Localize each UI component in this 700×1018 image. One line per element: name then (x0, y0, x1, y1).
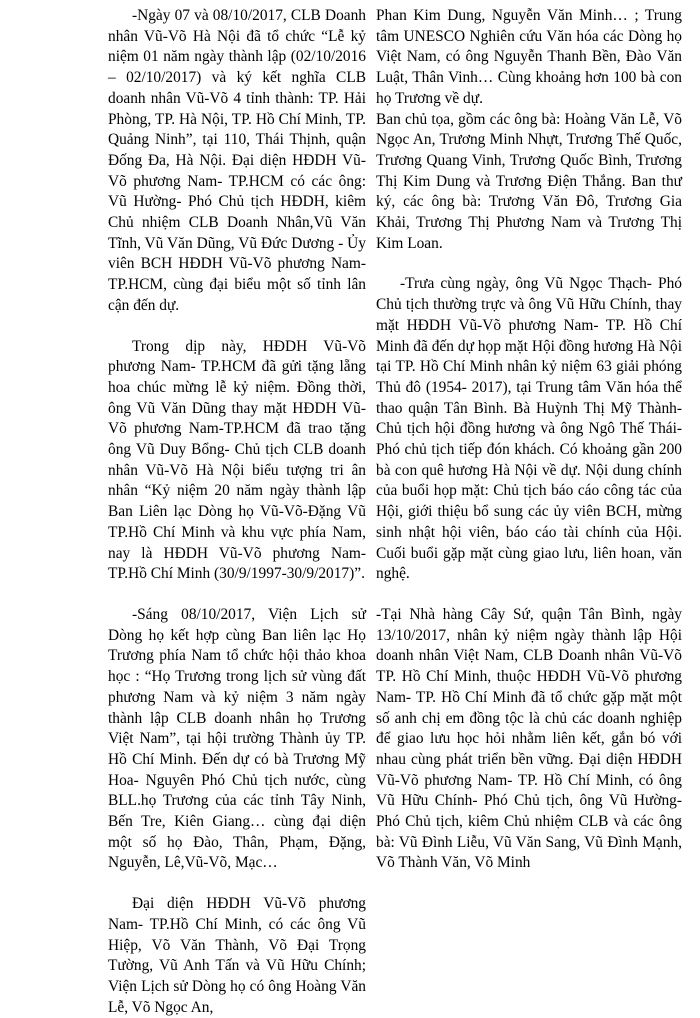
right-column (376, 6, 682, 874)
paragraph-truong-seminar: -Sáng 08/10/2017, Viện Lịch sử Dòng họ kết hợp cùng Ban liên lạc Họ Trương phía Nam tổ chức hội thảo khoa học : “Họ Trương trong lịch sử vùng đất phương Nam và kỷ niệm 3 năm ngày thành lập CLB doanh nhân họ Trương Việt Nam”, tại hội trường Thành ủy TP. Hồ Chí Minh. Đến dự có bà Trương Mỹ Hoa- Nguyên Phó Chủ tịch nước, cùng BLL.họ Trương của các tỉnh Tây Ninh, Bến Tre, Kiên Giang… cùng đại diện một số họ Đào, Thân, Phạm, Đặng, Nguyễn, Lê,Vũ-Võ, Mạc… (108, 605, 366, 872)
paragraph-representatives: Đại diện HĐDH Vũ-Võ phương Nam- TP.Hồ Chí Minh, có các ông Vũ Hiệp, Võ Văn Thành, Võ Đại Trọng Tường, Vũ Anh Tấn và Vũ Hữu Chính; Viện Lịch sử Dòng họ có ông Hoàng Văn Lễ, Võ Ngọc An, (108, 895, 366, 1016)
left-column (108, 6, 366, 1018)
paragraph-club-anniversary-hanoi: -Ngày 07 và 08/10/2017, CLB Doanh nhân Vũ-Võ Hà Nội đã tổ chức “Lễ kỷ niệm 01 năm ngày thành lập (02/10/2016 – 02/10/2017) và ký kết nghĩa CLB doanh nhân Vũ-Võ 4 tỉnh thành: TP. Hải Phòng, TP. Hà Nội, TP. Hồ Chí Minh, TP. Quảng Ninh”, tại 110, Thái Thịnh, quận Đống Đa, Hà Nội. Đại diện HĐDH Vũ-Võ phương Nam- TP.HCM có các ông: Vũ Hường- Phó Chủ tịch HĐDH, kiêm Chủ nhiệm CLB Doanh Nhân,Vũ Văn Tĩnh, Vũ Văn Dũng, Vũ Đức Dương - Ủy viên BCH HĐDH Vũ-Võ phương Nam- TP.HCM, cùng đại biểu một số tỉnh lân cận đến dự. (108, 7, 366, 314)
paragraph-unesco-guests: Phan Kim Dung, Nguyễn Văn Minh… ; Trung tâm UNESCO Nghiên cứu Văn hóa các Dòng họ Việt Nam, có ông Nguyễn Thanh Bền, Đào Văn Luật, Thân Vinh… Cùng khoảng hơn 100 bà con họ Trương về dự. (376, 7, 682, 107)
paragraph-gift-ceremony: Trong dịp này, HĐDH Vũ-Võ phương Nam- TP.HCM đã gửi tặng lẵng hoa chúc mừng lễ kỷ niệm. Đồng thời, ông Vũ Văn Dũng thay mặt HĐDH Vũ-Võ phương Nam-TP.HCM đã trao tặng ông Vũ Duy Bổng- Chủ tịch CLB doanh nhân Vũ-Võ Hà Nội biểu tượng tri ân nhân “Kỷ niệm 20 năm ngày thành lập Ban Liên lạc Dòng họ Vũ-Võ-Đặng Vũ TP.Hồ Chí Minh và khu vực phía Nam, nay là HĐDH Vũ-Võ phương Nam-TP.Hồ Chí Minh (30/9/1997-30/9/2017)”. (108, 337, 366, 583)
paragraph-entrepreneur-day: -Tại Nhà hàng Cây Sứ, quận Tân Bình, ngày 13/10/2017, nhân kỷ niệm ngày thành lập Hội doanh nhân Việt Nam, CLB Doanh nhân Vũ-Võ TP. Hồ Chí Minh, thuộc HĐDH Vũ-Võ phương Nam- TP. Hồ Chí Minh đã tổ chức gặp mặt một số anh chị em đồng tộc là chủ các doanh nghiệp để giao lưu học hỏi nhằm liên kết, gắn bó với nhau cùng phát triển bền vững. Đại diện HĐDH Vũ-Võ phương Nam- TP. Hồ Chí Minh, có ông Vũ Hữu Chính- Phó Chủ tịch, ông Vũ Hường- Phó Chủ tịch, kiêm Chủ nhiệm CLB và các ông bà: Vũ Đình Liễu, Vũ Văn Sang, Vũ Đình Mạnh, Võ Thành Văn, Võ Minh (376, 605, 682, 872)
paragraph-hanoi-hometown-meeting: -Trưa cùng ngày, ông Vũ Ngọc Thạch- Phó Chủ tịch thường trực và ông Vũ Hữu Chính, thay mặt HĐDH Vũ-Võ phương Nam- TP. Hồ Chí Minh đã đến dự họp mặt Hội đồng hương Hà Nội tại TP. Hồ Chí Minh nhân kỷ niệm 63 giải phóng Thủ đô (1954- 2017), tại Trung tâm Văn hóa thể thao quận Tân Bình. Bà Huỳnh Thị Mỹ Thành- Chủ tịch hội đồng hương và ông Ngô Thế Thái- Phó chủ tịch tiếp đón khách. Có khoảng gần 200 bà con quê hương Hà Nội về dự. Nội dung chính của buổi họp mặt: Chủ tịch báo cáo công tác của Hội, giới thiệu bổ sung các ủy viên BCH, mừng sinh nhật hội viên, báo cáo tài chính của Hội. Cuối buổi gặp mặt cùng giao lưu, liên hoan, văn nghệ. (376, 275, 682, 583)
paragraph-presidium: Ban chủ tọa, gồm các ông bà: Hoàng Văn Lễ, Võ Ngọc An, Trương Minh Nhựt, Trương Thế Quốc, Trương Quang Vinh, Trương Quốc Bình, Trương Thị Kim Dung và Trương Điện Thắng. Ban thư ký, các ông bà: Trương Văn Đô, Trương Gia Khải, Trương Thị Phương Nam và Trương Thị Kim Loan. (376, 110, 682, 252)
